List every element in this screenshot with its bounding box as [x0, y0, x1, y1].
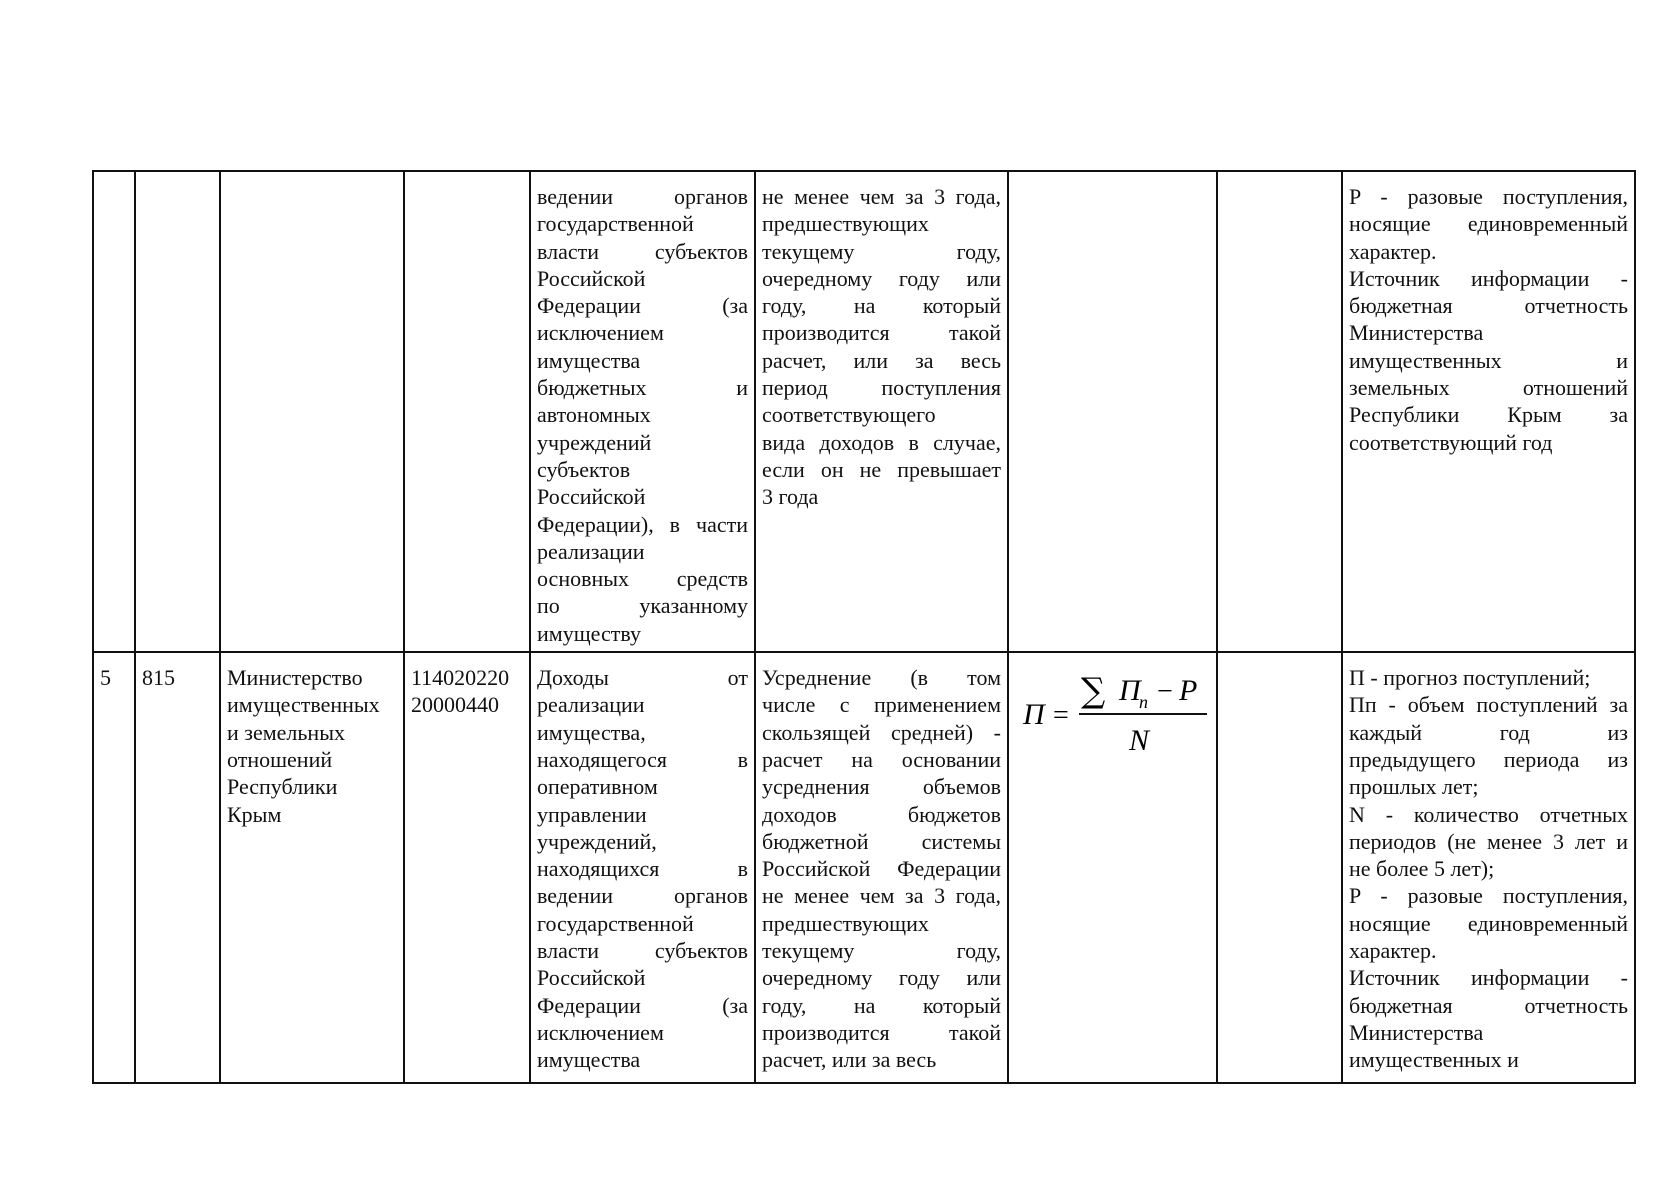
text-line: Министерства [1349, 320, 1484, 346]
text-line: Федерации (за [537, 992, 748, 1018]
text-line: Республики [227, 774, 338, 800]
text-line: скользящей средней) - [762, 719, 1001, 745]
text-line: Усреднение (в том [762, 665, 1001, 691]
text-line: бюджетных и [537, 375, 748, 401]
text-line: очередному году или [762, 965, 1001, 991]
formula-numerator-var: П [1119, 674, 1141, 708]
text-line: году, на который [762, 293, 1001, 319]
formula-minus: − [1157, 676, 1173, 708]
text-line: расчет, или за весь [762, 1047, 937, 1073]
text-line: 20000440 [411, 692, 499, 718]
text-line: находящегося в [537, 746, 748, 772]
table-row [93, 652, 1635, 1083]
admin-code-cell: 815 [135, 652, 220, 1083]
extra-cell [1217, 171, 1342, 652]
income-name-cell [530, 652, 755, 1083]
text-line: Крым [227, 801, 282, 827]
text-line: P - разовые поступления, [1349, 184, 1628, 209]
text-line: не менее чем за 3 года, [762, 883, 1001, 909]
method-cell [755, 652, 1008, 1083]
text-line: оперативном [537, 774, 658, 800]
text-line: имущества, [537, 719, 646, 745]
text-line: государственной [537, 910, 694, 936]
text-line: Федерации), в части [537, 511, 748, 537]
text-line: не более 5 лет); [1349, 856, 1495, 882]
text-line: бюджетная отчетность [1349, 293, 1628, 319]
description-paragraph [1349, 664, 1628, 691]
text-line: имущества [537, 347, 641, 373]
text-line: предыдущего периода из [1349, 746, 1628, 772]
text-line: П - прогноз поступлений; [1349, 665, 1591, 691]
admin-code-cell [135, 171, 220, 652]
text-line: Российской [537, 965, 646, 991]
text-line: расчет, или за весь [762, 347, 1001, 373]
text-line: имущественных и [1349, 347, 1628, 373]
description-paragraph [1349, 183, 1628, 265]
text-line: имущественных и [1349, 1047, 1519, 1073]
text-line: предшествующих [762, 910, 929, 936]
text-line: учреждений [537, 429, 652, 455]
description-cell [1342, 171, 1635, 652]
formula-cell [1008, 171, 1217, 652]
text-line: носящие единовременный [1349, 211, 1628, 237]
text-line: текущему году, [762, 238, 1001, 264]
description-paragraph [1349, 964, 1628, 1073]
description-cell [1342, 652, 1635, 1083]
text-line: основных средств [537, 566, 748, 592]
text-line: автономных [537, 402, 651, 428]
text-line: реализации [537, 692, 645, 718]
text-line: ведении органов [537, 883, 748, 909]
text-line: Пп - объем поступлений за [1349, 692, 1628, 718]
text-line: исключением [537, 1019, 664, 1045]
text-line: имуществу [537, 620, 641, 646]
text-line: Республики Крым за [1349, 402, 1628, 428]
text-line: и земельных [227, 719, 345, 745]
text-line: имущества [537, 1047, 641, 1073]
text-line: 114020220 [411, 665, 510, 691]
administrator-cell [220, 652, 404, 1083]
text-line: находящихся в [537, 856, 748, 882]
text-line: государственной [537, 211, 694, 237]
table-row [93, 171, 1635, 652]
text-line: Российской Федерации [762, 856, 1001, 882]
text-line: Доходы от [537, 665, 748, 691]
text-line: субъектов [537, 456, 631, 482]
formula-p: P [1179, 674, 1198, 708]
row-number-cell: 5 [93, 652, 135, 1083]
text-line: исключением [537, 320, 664, 346]
text-line: учреждений, [537, 828, 657, 854]
text-line: прошлых лет; [1349, 774, 1479, 800]
text-line: 3 года [762, 484, 819, 510]
text-line: очередному году или [762, 265, 1001, 291]
text-line: период поступления [762, 375, 1001, 401]
text-line: производится такой [762, 320, 1001, 346]
text-line: Министерства [1349, 1019, 1484, 1045]
text-line: власти субъектов [537, 238, 748, 264]
kbk-cell [404, 652, 530, 1083]
text-line: земельных отношений [1349, 375, 1628, 401]
text-line: расчет на основании [762, 746, 1001, 772]
formula-subscript: n [1139, 692, 1148, 713]
text-line: вида доходов в случае, [762, 429, 1001, 455]
text-line: Источник информации - [1349, 965, 1628, 991]
extra-cell [1217, 652, 1342, 1083]
description-paragraph [1349, 801, 1628, 883]
text-line: реализации [537, 538, 645, 564]
text-line: власти субъектов [537, 938, 748, 964]
text-line: N - количество отчетных [1349, 801, 1628, 827]
text-line: текущему году, [762, 938, 1001, 964]
text-line: Министерство [227, 665, 363, 691]
method-cell [755, 171, 1008, 652]
text-line: году, на который [762, 992, 1001, 1018]
text-line: характер. [1349, 938, 1437, 964]
text-line: Российской [537, 265, 646, 291]
text-line: периодов (не менее 3 лет и [1349, 828, 1628, 854]
kbk-cell [404, 171, 530, 652]
text-line: производится такой [762, 1019, 1001, 1045]
text-line: Федерации (за [537, 293, 748, 319]
income-methodology-table [92, 170, 1636, 1084]
forecast-formula [1015, 664, 1215, 764]
text-line: каждый год из [1349, 719, 1628, 745]
text-line: носящие единовременный [1349, 910, 1628, 936]
text-line: P - разовые поступления, [1349, 883, 1628, 909]
description-paragraph [1349, 691, 1628, 800]
formula-equals: = [1053, 700, 1069, 732]
formula-lhs: П [1023, 698, 1045, 732]
formula-denominator: N [1129, 724, 1150, 758]
formula-sum-sign: ∑ [1081, 671, 1106, 712]
text-line: характер. [1349, 238, 1437, 264]
income-name-cell [530, 171, 755, 652]
text-line: если он не превышает [762, 456, 1001, 482]
text-line: числе с применением [762, 692, 1001, 718]
description-paragraph [1349, 265, 1628, 456]
text-line: управлении [537, 801, 647, 827]
text-line: бюджетная отчетность [1349, 992, 1628, 1018]
text-line: предшествующих [762, 211, 929, 237]
text-line: соответствующий год [1349, 429, 1553, 455]
text-line: не менее чем за 3 года, [762, 184, 1001, 209]
formula-cell [1008, 652, 1217, 1083]
text-line: отношений [227, 746, 333, 772]
text-line: бюджетной системы [762, 828, 1001, 854]
administrator-cell [220, 171, 404, 652]
text-line: по указанному [537, 593, 748, 619]
row-number-cell [93, 171, 135, 652]
text-line: усреднения объемов [762, 774, 1001, 800]
description-paragraph [1349, 882, 1628, 964]
text-line: Российской [537, 484, 646, 510]
text-line: имущественных [227, 692, 380, 718]
text-line: соответствующего [762, 402, 936, 428]
text-line: ведении органов [537, 184, 748, 209]
text-line: Источник информации - [1349, 265, 1628, 291]
text-line: доходов бюджетов [762, 801, 1001, 827]
